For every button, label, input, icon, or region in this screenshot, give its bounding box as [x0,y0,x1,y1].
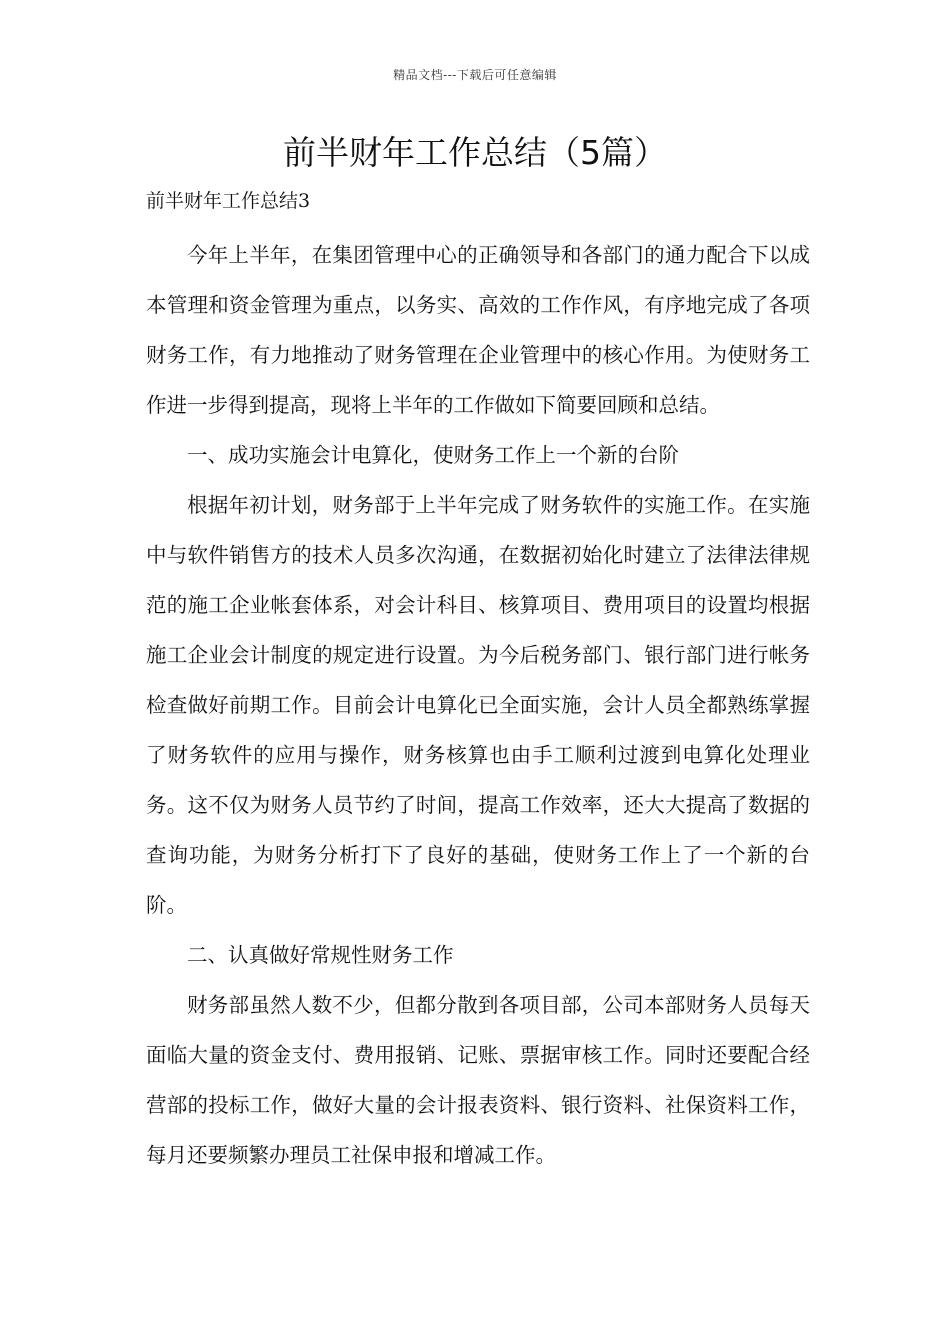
paragraph-intro: 今年上半年，在集团管理中心的正确领导和各部门的通力配合下以成本管理和资金管理为重点，以务实、高效的工作作风，有序地完成了各项财务工作，有力地推动了财务管理在企业管理中的核心作用。为使财务工作进一步得到提高，现将上半年的工作做如下简要回顾和总结。 [146,243,810,417]
section-heading-1: 一、成功实施会计电算化，使财务工作上一个新的台阶 [187,443,679,467]
header-note: 精品文档---下载后可任意编辑 [393,68,557,82]
document-body [146,230,810,1180]
section-heading-2: 二、认真做好常规性财务工作 [187,943,454,967]
document-title: 前半财年工作总结（5篇） [283,133,667,172]
paragraph-section-1: 根据年初计划，财务部于上半年完成了财务软件的实施工作。在实施中与软件销售方的技术人员多次沟通，在数据初始化时建立了法律法律规范的施工企业帐套体系，对会计科目、核算项目、费用项目的设置均根据施工企业会计制度的规定进行设置。为今后税务部门、银行部门进行帐务检查做好前期工作。目前会计电算化已全面实施，会计人员全都熟练掌握了财务软件的应用与操作，财务核算也由手工顺利过渡到电算化处理业务。这不仅为财务人员节约了时间，提高工作效率，还大大提高了数据的查询功能，为财务分析打下了良好的基础，使财务工作上了一个新的台阶。 [146,493,810,917]
paragraph-section-2: 财务部虽然人数不少，但都分散到各项目部，公司本部财务人员每天面临大量的资金支付、费用报销、记账、票据审核工作。同时还要配合经营部的投标工作，做好大量的会计报表资料、银行资料、社保资料工作，每月还要频繁办理员工社保申报和增减工作。 [146,993,810,1167]
document-subtitle: 前半财年工作总结3 [146,190,311,212]
